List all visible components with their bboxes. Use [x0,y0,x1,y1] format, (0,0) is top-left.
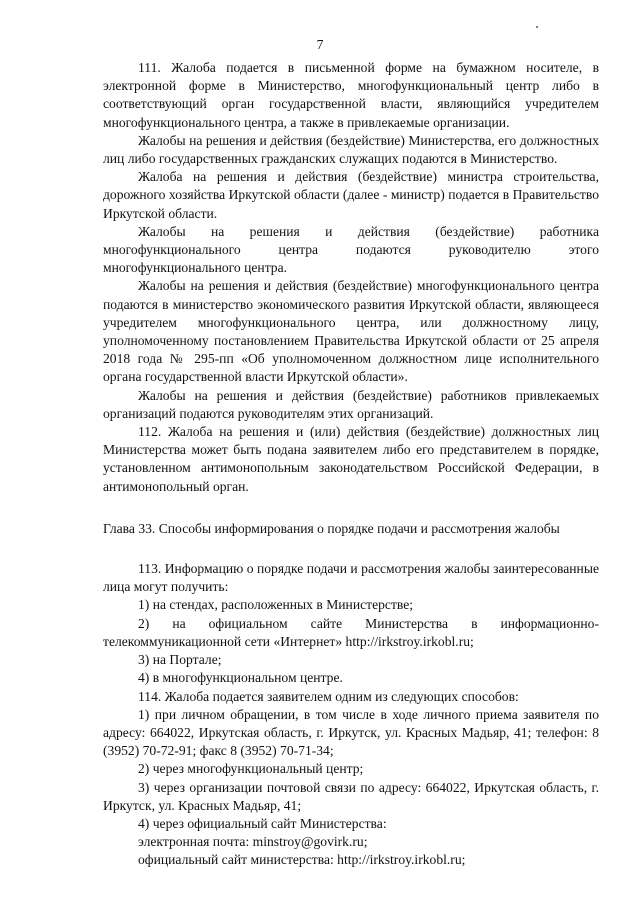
paragraph-111: 111. Жалоба подается в письменной форме на бумажном носителе, в электронной форме в Министерство, многофункциональный центр либо в соответствующий орган государственной власти, являющийся учредителем многофункционального центра, а также в привлекаемые организации. [103,60,599,130]
paragraph-complaints-ministry: Жалобы на решения и действия (бездействие) Министерства, его должностных лиц либо государственных гражданских служащих подаются в Министерство. [103,132,599,167]
list-item-portal: 3) на Портале; [138,652,222,668]
list-item-mfc: 4) в многофункциональном центре. [138,670,343,686]
contact-email: электронная почта: minstroy@govirk.ru; [138,834,368,850]
document-body [103,59,599,870]
list-item-personal: 1) при личном обращении, в том числе в ходе личного приема заявителя по адресу: 664022, Иркутская область, г. Иркутск, ул. Красных Мадьяр, 41; телефон: 8 (3952) 70-72-91; факс 8 (3952) 70-71-34; [103,706,599,759]
paragraph-complaints-mfc: Жалобы на решения и действия (бездействие) многофункционального центра подаются в министерство экономического развития Иркутской области, являющееся учредителем многофункционального центра, или должностному лицу, уполномоченному постановлением Правительства Иркутской области от 25 апреля 2018 года № 295-пп «Об уполномоченном должностном лице исполнительного органа государственной власти Иркутской области». [103,278,599,385]
paragraph-complaints-minister: Жалоба на решения и действия (бездействие) министра строительства, дорожного хозяйства Иркутской области (далее - министр) подается в Правительство Иркутской области. [103,169,599,221]
list-item-stands: 1) на стендах, расположенных в Министерстве; [138,597,414,613]
contact-website: официальный сайт министерства: http://irkstroy.irkobl.ru; [138,852,466,868]
list-item-online: 4) через официальный сайт Министерства: [138,815,387,831]
paragraph-complaints-organizations: Жалобы на решения и действия (бездействие) работников привлекаемых организаций подаются руководителям этих организаций. [103,387,599,421]
scan-speck [536,26,538,28]
paragraph-112: 112. Жалоба на решения и (или) действия (бездействие) должностных лиц Министерства может быть подана заявителем либо его представителем в порядке, установленном антимонопольным законодательством Российской Федерации, в антимонопольный орган. [103,424,599,494]
list-item-post: 3) через организации почтовой связи по адресу: 664022, Иркутская область, г. Иркутск, ул. Красных Мадьяр, 41; [103,779,599,813]
paragraph-complaints-mfc-worker: Жалобы на решения и действия (бездействие) работника многофункционального центра подаются руководителю этого многофункционального центра. [103,223,599,276]
paragraph-114: 114. Жалоба подается заявителем одним из следующих способов: [138,688,519,704]
chapter-heading: Глава 33. Способы информирования о порядке подачи и рассмотрения жалобы [103,520,560,536]
list-item-via-mfc: 2) через многофункциональный центр; [138,761,364,777]
list-item-website: 2) на официальном сайте Министерства в информационно-телекоммуникационной сети «Интернет» http://irkstroy.irkobl.ru; [103,615,599,649]
paragraph-113: 113. Информацию о порядке подачи и рассмотрения жалобы заинтересованные лица могут получить: [103,561,599,595]
page-number: 7 [316,37,324,52]
